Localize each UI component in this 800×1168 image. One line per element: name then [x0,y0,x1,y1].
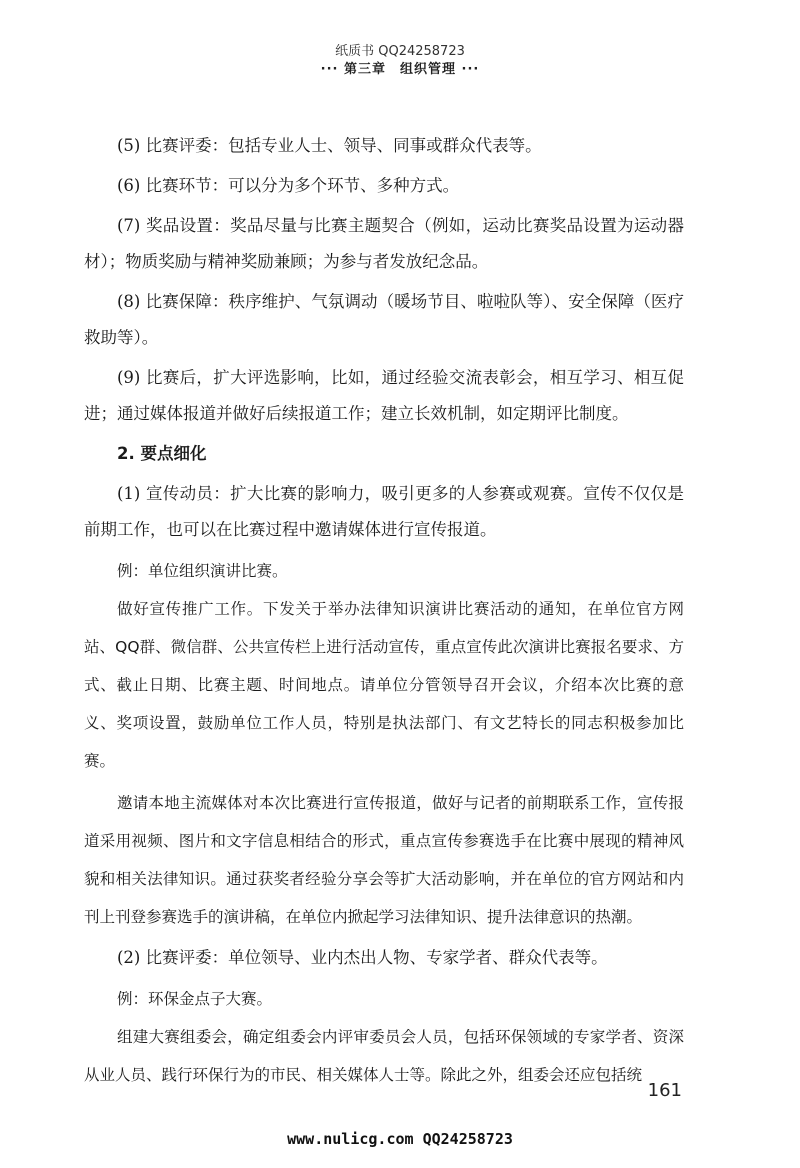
chapter-header: ··· 第三章 组织管理 ··· [320,62,480,77]
paragraph-prizes: (7) 奖品设置：奖品尽量与比赛主题契合（例如，运动比赛奖品设置为运动器材）；物质奖励与精神奖励兼顾；为参与者发放纪念品。 [84,216,684,271]
example-label-speech: 例：单位组织演讲比赛。 [117,562,288,580]
top-watermark: 纸质书 QQ24258723 [335,44,465,59]
example-paragraph-media: 邀请本地主流媒体对本次比赛进行宣传报道，做好与记者的前期联系工作，宣传报道采用视频、图片和文字信息相结合的形式，重点宣传参赛选手在比赛中展现的精神风貌和相关法律知识。通过获奖者经验分享会等扩大活动影响，并在单位的官方网站和内刊上刊登参赛选手的演讲稿，在单位内掀起学习法律知识、提升法律意识的热潮。 [84,794,684,926]
example-label-environment: 例：环保金点子大赛。 [117,990,273,1008]
paragraph-support: (8) 比赛保障：秩序维护、气氛调动（暖场节目、啦啦队等）、安全保障（医疗救助等）。 [84,292,684,347]
page-number: 161 [647,1080,682,1101]
paragraph-after-competition: (9) 比赛后，扩大评选影响，比如，通过经验交流表彰会，相互学习、相互促进；通过媒体报道并做好后续报道工作；建立长效机制，如定期评比制度。 [84,368,684,423]
paragraph-judges-detail: (2) 比赛评委：单位领导、业内杰出人物、专家学者、群众代表等。 [117,948,608,967]
section-heading: 2. 要点细化 [117,444,207,463]
example-paragraph-committee: 组建大赛组委会，确定组委会内评审委员会人员，包括环保领域的专家学者、资深从业人员、践行环保行为的市民、相关媒体人士等。除此之外，组委会还应包括统 [84,1028,684,1084]
paragraph-publicity: (1) 宣传动员：扩大比赛的影响力，吸引更多的人参赛或观赛。宣传不仅仅是前期工作，也可以在比赛过程中邀请媒体进行宣传报道。 [84,484,684,539]
paragraph-judges: (5) 比赛评委：包括专业人士、领导、同事或群众代表等。 [117,136,542,155]
paragraph-stages: (6) 比赛环节：可以分为多个环节、多种方式。 [117,176,460,195]
example-paragraph-promotion: 做好宣传推广工作。下发关于举办法律知识演讲比赛活动的通知，在单位官方网站、QQ群、微信群、公共宣传栏上进行活动宣传，重点宣传此次演讲比赛报名要求、方式、截止日期、比赛主题、时间地点。请单位分管领导召开会议，介绍本次比赛的意义、奖项设置，鼓励单位工作人员，特别是执法部门、有文艺特长的同志积极参加比赛。 [84,600,684,770]
page-body [84,128,684,1094]
bottom-watermark: www.nulicg.com QQ24258723 [287,1130,513,1148]
